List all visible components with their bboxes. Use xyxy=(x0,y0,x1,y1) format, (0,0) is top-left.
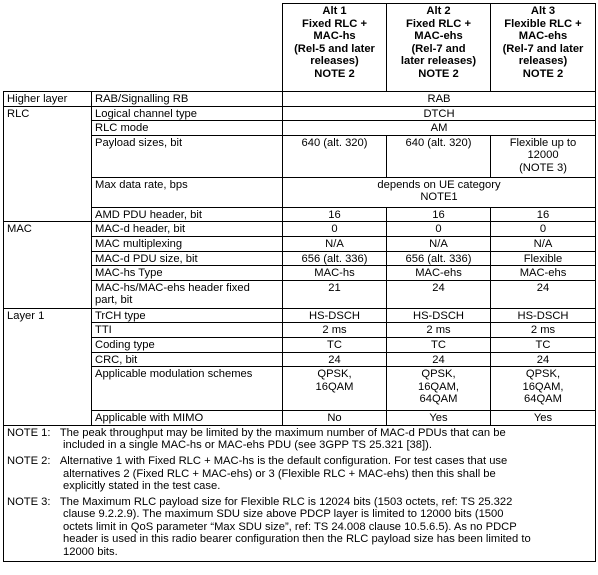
header-alt-3-line3: (Rel-7 and later xyxy=(502,42,584,55)
cell-mimo-alt-2: Yes xyxy=(387,411,491,426)
cell-macd-alt-1: 0 xyxy=(283,222,387,237)
row-label-mimo: Applicable with MIMO xyxy=(92,411,283,426)
cell-macdpdu-alt-2: 656 (alt. 336) xyxy=(387,251,491,266)
row-value-max-data-rate xyxy=(283,177,596,207)
header-alt-3 xyxy=(491,4,596,92)
table-row xyxy=(4,177,596,207)
mac-hs-header-label-line2: part, bit xyxy=(95,294,133,307)
table-row xyxy=(4,222,596,237)
modulation-alt-1-line1: QPSK, xyxy=(317,368,352,381)
table-row xyxy=(4,251,596,266)
modulation-alt-3-line3: 64QAM xyxy=(524,393,562,406)
cell-trch-alt-3: HS-DSCH xyxy=(491,308,596,323)
cell-macdpdu-alt-1: 656 (alt. 336) xyxy=(283,251,387,266)
max-data-rate-line2: NOTE1 xyxy=(420,191,458,204)
cell-machshdr-alt-1: 21 xyxy=(283,280,387,308)
cell-tti-alt-1: 2 ms xyxy=(283,323,387,338)
note-row xyxy=(4,454,596,495)
table-row xyxy=(4,135,596,177)
row-value-rab: RAB xyxy=(283,92,596,107)
row-label-payload: Payload sizes, bit xyxy=(92,135,283,177)
header-alt-1-line3: (Rel-5 and later xyxy=(294,42,375,55)
cell-modulation-alt-3 xyxy=(491,367,596,411)
row-label-modulation: Applicable modulation schemes xyxy=(92,367,283,411)
cell-machshdr-alt-3: 24 xyxy=(491,280,596,308)
note-row xyxy=(4,495,596,561)
cell-mimo-alt-3: Yes xyxy=(491,411,596,426)
modulation-alt-2-line1: QPSK, xyxy=(421,368,456,381)
header-row xyxy=(4,4,596,92)
row-label-mac-d-pdu-size: MAC-d PDU size, bit xyxy=(92,251,283,266)
row-value-rlc-mode: AM xyxy=(283,121,596,136)
cell-payload-alt-1: 640 (alt. 320) xyxy=(283,135,387,177)
header-alt-2-line3: (Rel-7 and xyxy=(411,42,466,55)
cell-tti-alt-3: 2 ms xyxy=(491,323,596,338)
note-1 xyxy=(4,425,596,454)
modulation-alt-3-line2: 16QAM, xyxy=(522,380,564,393)
cell-machstype-alt-2: MAC-ehs xyxy=(387,266,491,281)
table-row xyxy=(4,337,596,352)
header-alt-3-line1: Flexible RLC + xyxy=(504,17,582,30)
row-label-crc: CRC, bit xyxy=(92,352,283,367)
table-row xyxy=(4,236,596,251)
note-3-line4: header is used in this radio bearer configuration then the RLC payload size has been limited to xyxy=(63,533,531,546)
cell-payload-alt-3-line3: (NOTE 3) xyxy=(519,161,567,174)
table-row xyxy=(4,367,596,411)
cell-modulation-alt-1 xyxy=(283,367,387,411)
cell-crc-alt-3: 24 xyxy=(491,352,596,367)
cell-modulation-alt-2 xyxy=(387,367,491,411)
header-alt-1-title: Alt 1 xyxy=(322,5,347,17)
header-alt-2 xyxy=(387,4,491,92)
group-mac: MAC xyxy=(4,222,92,308)
header-alt-2-title: Alt 2 xyxy=(426,5,451,17)
note-3-line2: clause 9.2.2.9). The maximum SDU size above PDCP layer is limited to 12000 bits (1500 xyxy=(63,508,504,521)
table-row xyxy=(4,266,596,281)
cell-payload-alt-2: 640 (alt. 320) xyxy=(387,135,491,177)
header-alt-3-note: NOTE 2 xyxy=(522,67,564,80)
cell-payload-alt-3 xyxy=(491,135,596,177)
table-row xyxy=(4,323,596,338)
header-alt-1-line2: MAC-hs xyxy=(313,30,356,43)
header-alt-2-line1: Fixed RLC + xyxy=(406,17,471,30)
modulation-alt-1-line2: 16QAM xyxy=(315,380,354,393)
note-2-line1: NOTE 2: Alternative 1 with Fixed RLC + MAC-hs is the default configuration. For test cases that use xyxy=(7,454,508,467)
modulation-alt-3-line1: QPSK, xyxy=(525,368,561,381)
header-blank-cell xyxy=(4,4,283,92)
note-3-line3: octets limit in QoS parameter “Max SDU size”, ref: TS 24.008 clause 10.5.6.5). As no PDCP xyxy=(63,520,517,533)
table-row xyxy=(4,352,596,367)
cell-mimo-alt-1: No xyxy=(283,411,387,426)
header-alt-1-line1: Fixed RLC + xyxy=(302,17,367,30)
cell-machshdr-alt-2: 24 xyxy=(387,280,491,308)
note-1-line2: included in a single MAC-hs or MAC-ehs PDU (see 3GPP TS 25.321 [38]). xyxy=(63,439,432,452)
cell-amd-alt-3: 16 xyxy=(491,207,596,222)
cell-payload-alt-3-line2: 12000 xyxy=(527,149,559,162)
table-row xyxy=(4,92,596,107)
row-label-mac-hs-type: MAC-hs Type xyxy=(92,266,283,281)
note-1-line1: NOTE 1: The peak throughput may be limited by the maximum number of MAC-d PDUs that can be xyxy=(7,426,506,439)
row-label-tti: TTI xyxy=(92,323,283,338)
cell-macmux-alt-2: N/A xyxy=(387,236,491,251)
table-row xyxy=(4,411,596,426)
group-rlc: RLC xyxy=(4,106,92,222)
header-alt-3-line2: MAC-ehs xyxy=(518,30,568,43)
cell-coding-alt-2: TC xyxy=(387,337,491,352)
note-3-line5: 12000 bits. xyxy=(63,546,118,559)
table-row xyxy=(4,106,596,121)
cell-machstype-alt-1: MAC-hs xyxy=(283,266,387,281)
note-3-line1: NOTE 3: The Maximum RLC payload size for Flexible RLC is 12024 bits (1503 octets, ref: TS 25.322 xyxy=(7,495,513,508)
row-label-max-data-rate: Max data rate, bps xyxy=(92,177,283,207)
cell-macmux-alt-1: N/A xyxy=(283,236,387,251)
header-alt-2-note: NOTE 2 xyxy=(418,67,459,80)
header-alt-1-line4: releases) xyxy=(310,55,359,68)
row-label-coding-type: Coding type xyxy=(92,337,283,352)
modulation-alt-2-line2: 16QAM, xyxy=(417,380,460,393)
cell-amd-alt-1: 16 xyxy=(283,207,387,222)
header-alt-2-line2: MAC-ehs xyxy=(414,30,463,43)
row-label-mac-d-header: MAC-d header, bit xyxy=(92,222,283,237)
table-row xyxy=(4,207,596,222)
mac-hs-header-label-line1: MAC-hs/MAC-ehs header fixed xyxy=(95,281,250,294)
cell-tti-alt-2: 2 ms xyxy=(387,323,491,338)
header-alt-3-title: Alt 3 xyxy=(530,5,556,17)
radio-bearer-parameters-table xyxy=(3,3,596,562)
note-3 xyxy=(4,495,596,561)
cell-coding-alt-3: TC xyxy=(491,337,596,352)
cell-coding-alt-1: TC xyxy=(283,337,387,352)
group-higher-layer: Higher layer xyxy=(4,92,92,107)
note-2-line2: alternatives 2 (Fixed RLC + MAC-ehs) or 3 (Flexible RLC + MAC-ehs) then this shall be xyxy=(63,467,496,480)
cell-macmux-alt-3: N/A xyxy=(491,236,596,251)
row-value-logical-channel: DTCH xyxy=(283,106,596,121)
cell-machstype-alt-3: MAC-ehs xyxy=(491,266,596,281)
row-label-mac-multiplexing: MAC multiplexing xyxy=(92,236,283,251)
header-alt-3-line4: releases) xyxy=(518,55,568,68)
cell-macdpdu-alt-3: Flexible xyxy=(491,251,596,266)
max-data-rate-line1: depends on UE category xyxy=(377,178,501,191)
header-alt-2-line4: later releases) xyxy=(400,55,477,68)
table-row xyxy=(4,308,596,323)
header-alt-1-note: NOTE 2 xyxy=(314,67,355,80)
cell-crc-alt-1: 24 xyxy=(283,352,387,367)
row-label-rab: RAB/Signalling RB xyxy=(92,92,283,107)
row-label-amd-pdu-header: AMD PDU header, bit xyxy=(92,207,283,222)
note-2 xyxy=(4,454,596,495)
note-2-line3: explicitly stated in the test case. xyxy=(63,480,221,493)
header-alt-1 xyxy=(283,4,387,92)
row-label-rlc-mode: RLC mode xyxy=(92,121,283,136)
cell-payload-alt-3-line1: Flexible up to xyxy=(509,136,577,149)
cell-trch-alt-1: HS-DSCH xyxy=(283,308,387,323)
cell-macd-alt-2: 0 xyxy=(387,222,491,237)
table-row xyxy=(4,280,596,308)
group-layer-1: Layer 1 xyxy=(4,308,92,425)
table-row xyxy=(4,121,596,136)
row-label-trch-type: TrCH type xyxy=(92,308,283,323)
note-row xyxy=(4,425,596,454)
cell-crc-alt-2: 24 xyxy=(387,352,491,367)
row-label-mac-hs-header xyxy=(92,280,283,308)
modulation-alt-2-line3: 64QAM xyxy=(419,393,458,406)
cell-trch-alt-2: HS-DSCH xyxy=(387,308,491,323)
cell-macd-alt-3: 0 xyxy=(491,222,596,237)
row-label-logical-channel: Logical channel type xyxy=(92,106,283,121)
cell-amd-alt-2: 16 xyxy=(387,207,491,222)
